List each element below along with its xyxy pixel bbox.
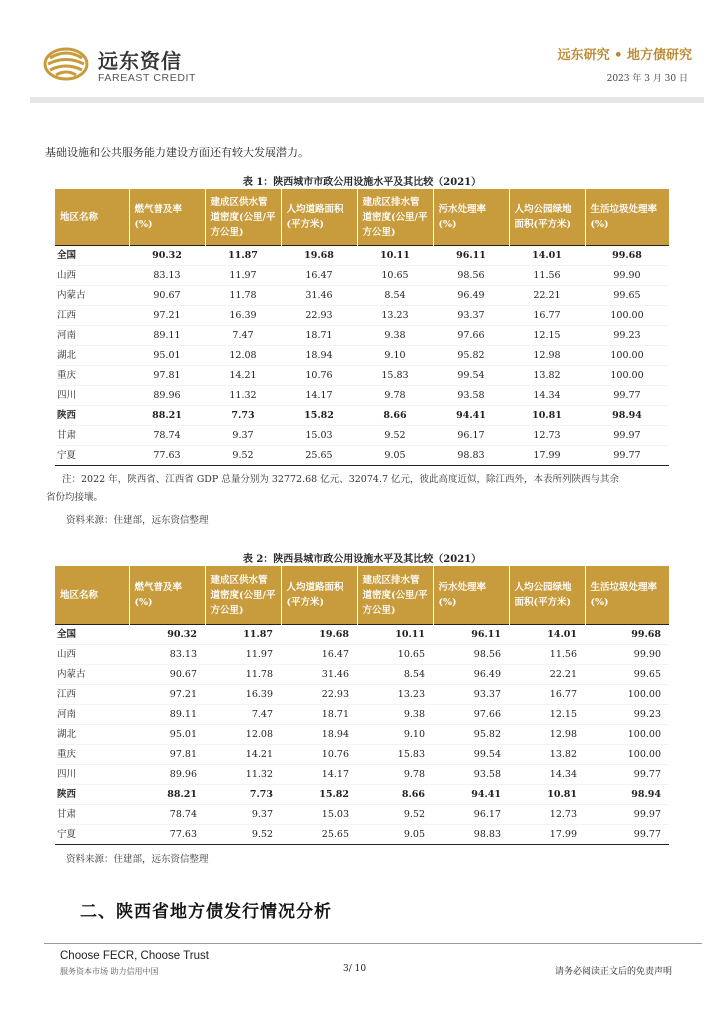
value-cell: 95.82 bbox=[433, 725, 509, 745]
column-header: 生活垃圾处理率(%) bbox=[585, 189, 669, 246]
value-cell: 12.73 bbox=[509, 805, 585, 825]
logo-icon bbox=[42, 44, 90, 84]
value-cell: 15.03 bbox=[281, 426, 357, 446]
value-cell: 22.21 bbox=[509, 286, 585, 306]
table-row bbox=[55, 805, 669, 825]
value-cell: 12.08 bbox=[205, 346, 281, 366]
value-cell: 9.38 bbox=[357, 705, 433, 725]
value-cell: 98.83 bbox=[433, 825, 509, 845]
value-cell: 100.00 bbox=[585, 745, 669, 765]
value-cell: 25.65 bbox=[281, 446, 357, 466]
table-row bbox=[55, 745, 669, 765]
value-cell: 18.94 bbox=[281, 346, 357, 366]
region-cell: 内蒙古 bbox=[55, 286, 129, 306]
value-cell: 96.11 bbox=[433, 246, 509, 266]
report-series-title: 远东研究 • 地方债研究 bbox=[557, 48, 692, 63]
table1-header-row bbox=[55, 189, 669, 246]
table2-source: 资料来源：住建部，远东资信整理 bbox=[66, 854, 209, 865]
table-row bbox=[55, 326, 669, 346]
value-cell: 9.52 bbox=[205, 446, 281, 466]
value-cell: 9.52 bbox=[357, 805, 433, 825]
value-cell: 99.77 bbox=[585, 765, 669, 785]
value-cell: 16.47 bbox=[281, 645, 357, 665]
region-cell: 山西 bbox=[55, 645, 129, 665]
table-row bbox=[55, 765, 669, 785]
region-cell: 河南 bbox=[55, 705, 129, 725]
value-cell: 11.87 bbox=[205, 246, 281, 266]
table-row bbox=[55, 346, 669, 366]
value-cell: 98.56 bbox=[433, 645, 509, 665]
value-cell: 15.83 bbox=[357, 745, 433, 765]
value-cell: 17.99 bbox=[509, 446, 585, 466]
value-cell: 99.97 bbox=[585, 426, 669, 446]
value-cell: 16.77 bbox=[509, 306, 585, 326]
value-cell: 83.13 bbox=[129, 266, 205, 286]
value-cell: 16.39 bbox=[205, 685, 281, 705]
disclaimer-note: 请务必阅读正文后的免责声明 bbox=[554, 967, 672, 977]
value-cell: 100.00 bbox=[585, 725, 669, 745]
value-cell: 83.13 bbox=[129, 645, 205, 665]
value-cell: 25.65 bbox=[281, 825, 357, 845]
value-cell: 99.97 bbox=[585, 805, 669, 825]
value-cell: 99.90 bbox=[585, 266, 669, 286]
column-header: 地区名称 bbox=[55, 189, 129, 246]
footer-divider bbox=[44, 943, 702, 944]
value-cell: 10.76 bbox=[281, 366, 357, 386]
region-cell: 陕西 bbox=[55, 785, 129, 805]
table-row bbox=[55, 685, 669, 705]
value-cell: 99.65 bbox=[585, 286, 669, 306]
value-cell: 95.82 bbox=[433, 346, 509, 366]
column-header: 建成区供水管道密度(公里/平方公里) bbox=[205, 189, 281, 246]
value-cell: 15.03 bbox=[281, 805, 357, 825]
value-cell: 99.23 bbox=[585, 705, 669, 725]
value-cell: 14.01 bbox=[509, 246, 585, 266]
value-cell: 90.67 bbox=[129, 665, 205, 685]
value-cell: 22.93 bbox=[281, 685, 357, 705]
table-row bbox=[55, 785, 669, 805]
region-cell: 河南 bbox=[55, 326, 129, 346]
column-header: 人均道路面积(平方米) bbox=[281, 566, 357, 625]
value-cell: 96.49 bbox=[433, 665, 509, 685]
value-cell: 11.97 bbox=[205, 645, 281, 665]
region-cell: 全国 bbox=[55, 246, 129, 266]
region-cell: 宁夏 bbox=[55, 825, 129, 845]
table-row bbox=[55, 266, 669, 286]
region-cell: 湖北 bbox=[55, 346, 129, 366]
value-cell: 12.08 bbox=[205, 725, 281, 745]
value-cell: 99.68 bbox=[585, 625, 669, 645]
table-row bbox=[55, 426, 669, 446]
region-cell: 湖北 bbox=[55, 725, 129, 745]
footer-subslogan: 服务资本市场 助力信用中国 bbox=[60, 967, 159, 976]
value-cell: 13.82 bbox=[509, 745, 585, 765]
value-cell: 31.46 bbox=[281, 665, 357, 685]
table-row bbox=[55, 725, 669, 745]
value-cell: 78.74 bbox=[129, 426, 205, 446]
value-cell: 89.96 bbox=[129, 765, 205, 785]
column-header: 污水处理率(%) bbox=[433, 189, 509, 246]
value-cell: 8.54 bbox=[357, 286, 433, 306]
value-cell: 13.82 bbox=[509, 366, 585, 386]
value-cell: 9.37 bbox=[205, 805, 281, 825]
region-cell: 宁夏 bbox=[55, 446, 129, 466]
value-cell: 89.11 bbox=[129, 705, 205, 725]
value-cell: 15.82 bbox=[281, 785, 357, 805]
value-cell: 11.87 bbox=[205, 625, 281, 645]
value-cell: 14.01 bbox=[509, 625, 585, 645]
column-header: 建成区排水管道密度(公里/平方公里) bbox=[357, 189, 433, 246]
intro-paragraph: 基础设施和公共服务能力建设方面还有较大发展潜力。 bbox=[45, 146, 309, 159]
value-cell: 15.82 bbox=[281, 406, 357, 426]
region-cell: 甘肃 bbox=[55, 426, 129, 446]
value-cell: 89.96 bbox=[129, 386, 205, 406]
value-cell: 96.17 bbox=[433, 805, 509, 825]
table2 bbox=[55, 566, 669, 845]
value-cell: 13.23 bbox=[357, 306, 433, 326]
table1-source: 资料来源：住建部，远东资信整理 bbox=[66, 515, 209, 526]
value-cell: 7.47 bbox=[205, 705, 281, 725]
column-header: 建成区排水管道密度(公里/平方公里) bbox=[357, 566, 433, 625]
value-cell: 97.81 bbox=[129, 366, 205, 386]
value-cell: 7.73 bbox=[205, 785, 281, 805]
region-cell: 山西 bbox=[55, 266, 129, 286]
table-row bbox=[55, 286, 669, 306]
value-cell: 12.73 bbox=[509, 426, 585, 446]
value-cell: 10.81 bbox=[509, 785, 585, 805]
value-cell: 93.58 bbox=[433, 386, 509, 406]
value-cell: 9.05 bbox=[357, 825, 433, 845]
value-cell: 14.21 bbox=[205, 366, 281, 386]
value-cell: 100.00 bbox=[585, 366, 669, 386]
value-cell: 9.78 bbox=[357, 765, 433, 785]
header-divider bbox=[30, 97, 704, 103]
value-cell: 10.65 bbox=[357, 645, 433, 665]
value-cell: 19.68 bbox=[281, 625, 357, 645]
value-cell: 97.21 bbox=[129, 306, 205, 326]
value-cell: 12.98 bbox=[509, 725, 585, 745]
table-row bbox=[55, 665, 669, 685]
table2-body bbox=[55, 625, 669, 845]
value-cell: 10.11 bbox=[357, 246, 433, 266]
value-cell: 17.99 bbox=[509, 825, 585, 845]
value-cell: 96.49 bbox=[433, 286, 509, 306]
value-cell: 10.11 bbox=[357, 625, 433, 645]
value-cell: 14.17 bbox=[281, 386, 357, 406]
column-header: 生活垃圾处理率(%) bbox=[585, 566, 669, 625]
value-cell: 7.47 bbox=[205, 326, 281, 346]
value-cell: 98.94 bbox=[585, 785, 669, 805]
table-row bbox=[55, 705, 669, 725]
value-cell: 78.74 bbox=[129, 805, 205, 825]
value-cell: 14.34 bbox=[509, 386, 585, 406]
value-cell: 99.54 bbox=[433, 745, 509, 765]
value-cell: 8.66 bbox=[357, 406, 433, 426]
value-cell: 93.37 bbox=[433, 306, 509, 326]
value-cell: 93.37 bbox=[433, 685, 509, 705]
table-row bbox=[55, 645, 669, 665]
value-cell: 10.76 bbox=[281, 745, 357, 765]
column-header: 人均公园绿地面积(平方米) bbox=[509, 189, 585, 246]
value-cell: 88.21 bbox=[129, 406, 205, 426]
value-cell: 97.66 bbox=[433, 705, 509, 725]
value-cell: 31.46 bbox=[281, 286, 357, 306]
column-header: 人均道路面积(平方米) bbox=[281, 189, 357, 246]
value-cell: 14.17 bbox=[281, 765, 357, 785]
value-cell: 9.37 bbox=[205, 426, 281, 446]
value-cell: 14.21 bbox=[205, 745, 281, 765]
value-cell: 19.68 bbox=[281, 246, 357, 266]
value-cell: 97.21 bbox=[129, 685, 205, 705]
column-header: 污水处理率(%) bbox=[433, 566, 509, 625]
table-row bbox=[55, 825, 669, 845]
table-row bbox=[55, 246, 669, 266]
value-cell: 9.52 bbox=[205, 825, 281, 845]
value-cell: 98.56 bbox=[433, 266, 509, 286]
table-row bbox=[55, 306, 669, 326]
logo-text-en: FAREAST CREDIT bbox=[98, 72, 197, 84]
column-header: 燃气普及率(%) bbox=[129, 189, 205, 246]
value-cell: 18.71 bbox=[281, 705, 357, 725]
value-cell: 96.11 bbox=[433, 625, 509, 645]
value-cell: 22.21 bbox=[509, 665, 585, 685]
value-cell: 18.71 bbox=[281, 326, 357, 346]
value-cell: 13.23 bbox=[357, 685, 433, 705]
report-date: 2023 年 3 月 30 日 bbox=[606, 74, 688, 84]
value-cell: 8.66 bbox=[357, 785, 433, 805]
table2-header-row bbox=[55, 566, 669, 625]
table-row bbox=[55, 625, 669, 645]
value-cell: 11.56 bbox=[509, 645, 585, 665]
value-cell: 99.65 bbox=[585, 665, 669, 685]
table1-caption: 表 1：陕西城市市政公用设施水平及其比较（2021） bbox=[242, 177, 482, 188]
table1-note: 注：2022 年，陕西省、江西省 GDP 总量分别为 32772.68 亿元、32074.7 亿元，彼此高度近似，除江西外，本表所列陕西与其余 bbox=[62, 474, 620, 485]
value-cell: 90.67 bbox=[129, 286, 205, 306]
value-cell: 11.78 bbox=[205, 286, 281, 306]
value-cell: 9.10 bbox=[357, 346, 433, 366]
value-cell: 11.32 bbox=[205, 386, 281, 406]
column-header: 人均公园绿地面积(平方米) bbox=[509, 566, 585, 625]
value-cell: 98.83 bbox=[433, 446, 509, 466]
footer-slogan: Choose FECR, Choose Trust bbox=[60, 950, 209, 962]
value-cell: 99.90 bbox=[585, 645, 669, 665]
value-cell: 99.77 bbox=[585, 446, 669, 466]
table1-note-cont: 省份均接壤。 bbox=[46, 492, 104, 503]
value-cell: 22.93 bbox=[281, 306, 357, 326]
value-cell: 9.05 bbox=[357, 446, 433, 466]
section-heading: 二、陕西省地方债发行情况分析 bbox=[80, 902, 332, 922]
value-cell: 11.97 bbox=[205, 266, 281, 286]
table-row bbox=[55, 446, 669, 466]
column-header: 建成区供水管道密度(公里/平方公里) bbox=[205, 566, 281, 625]
table2-caption: 表 2：陕西县城市政公用设施水平及其比较（2021） bbox=[242, 554, 482, 565]
value-cell: 77.63 bbox=[129, 446, 205, 466]
region-cell: 陕西 bbox=[55, 406, 129, 426]
region-cell: 江西 bbox=[55, 306, 129, 326]
region-cell: 四川 bbox=[55, 765, 129, 785]
value-cell: 16.39 bbox=[205, 306, 281, 326]
value-cell: 9.78 bbox=[357, 386, 433, 406]
value-cell: 16.47 bbox=[281, 266, 357, 286]
value-cell: 11.56 bbox=[509, 266, 585, 286]
value-cell: 100.00 bbox=[585, 346, 669, 366]
value-cell: 99.77 bbox=[585, 386, 669, 406]
value-cell: 93.58 bbox=[433, 765, 509, 785]
table1-body bbox=[55, 246, 669, 466]
value-cell: 11.32 bbox=[205, 765, 281, 785]
table1 bbox=[55, 189, 669, 466]
value-cell: 9.52 bbox=[357, 426, 433, 446]
value-cell: 12.98 bbox=[509, 346, 585, 366]
region-cell: 内蒙古 bbox=[55, 665, 129, 685]
value-cell: 95.01 bbox=[129, 725, 205, 745]
value-cell: 9.38 bbox=[357, 326, 433, 346]
region-cell: 甘肃 bbox=[55, 805, 129, 825]
value-cell: 8.54 bbox=[357, 665, 433, 685]
region-cell: 江西 bbox=[55, 685, 129, 705]
value-cell: 10.65 bbox=[357, 266, 433, 286]
value-cell: 18.94 bbox=[281, 725, 357, 745]
value-cell: 10.81 bbox=[509, 406, 585, 426]
value-cell: 15.83 bbox=[357, 366, 433, 386]
value-cell: 97.66 bbox=[433, 326, 509, 346]
value-cell: 12.15 bbox=[509, 326, 585, 346]
value-cell: 99.68 bbox=[585, 246, 669, 266]
value-cell: 96.17 bbox=[433, 426, 509, 446]
column-header: 地区名称 bbox=[55, 566, 129, 625]
value-cell: 9.10 bbox=[357, 725, 433, 745]
page-number: 3/ 10 bbox=[343, 964, 367, 974]
value-cell: 77.63 bbox=[129, 825, 205, 845]
value-cell: 99.54 bbox=[433, 366, 509, 386]
value-cell: 95.01 bbox=[129, 346, 205, 366]
value-cell: 12.15 bbox=[509, 705, 585, 725]
value-cell: 14.34 bbox=[509, 765, 585, 785]
value-cell: 99.23 bbox=[585, 326, 669, 346]
value-cell: 100.00 bbox=[585, 306, 669, 326]
value-cell: 16.77 bbox=[509, 685, 585, 705]
value-cell: 98.94 bbox=[585, 406, 669, 426]
value-cell: 99.77 bbox=[585, 825, 669, 845]
table-row bbox=[55, 386, 669, 406]
value-cell: 94.41 bbox=[433, 785, 509, 805]
region-cell: 重庆 bbox=[55, 745, 129, 765]
value-cell: 7.73 bbox=[205, 406, 281, 426]
region-cell: 四川 bbox=[55, 386, 129, 406]
value-cell: 100.00 bbox=[585, 685, 669, 705]
region-cell: 全国 bbox=[55, 625, 129, 645]
value-cell: 89.11 bbox=[129, 326, 205, 346]
value-cell: 11.78 bbox=[205, 665, 281, 685]
table-row bbox=[55, 406, 669, 426]
logo-text-cn: 远东资信 bbox=[98, 49, 182, 73]
value-cell: 90.32 bbox=[129, 625, 205, 645]
value-cell: 94.41 bbox=[433, 406, 509, 426]
region-cell: 重庆 bbox=[55, 366, 129, 386]
table-row bbox=[55, 366, 669, 386]
value-cell: 88.21 bbox=[129, 785, 205, 805]
column-header: 燃气普及率(%) bbox=[129, 566, 205, 625]
value-cell: 90.32 bbox=[129, 246, 205, 266]
value-cell: 97.81 bbox=[129, 745, 205, 765]
